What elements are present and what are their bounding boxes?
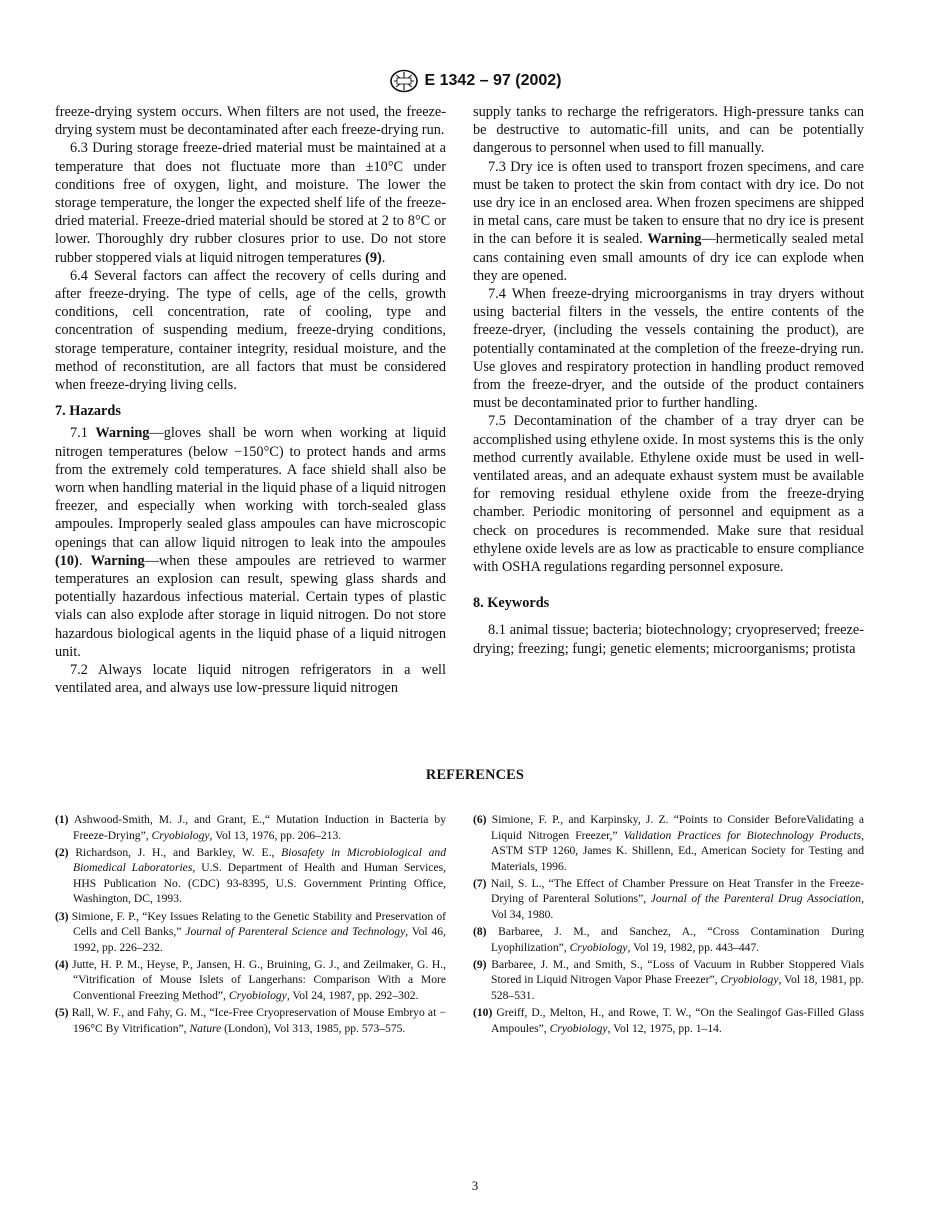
warning-label: Warning <box>647 231 702 248</box>
warning-label: Warning <box>95 425 150 442</box>
left-column <box>55 103 446 698</box>
references-right-column <box>473 812 864 1038</box>
paragraph-7-5: 7.5 Decontamination of the chamber of a tray dryer can be accomplished using ethylene oxide. In most systems this is the only method currently available. Ethylene oxide must be used in well-ventilated areas, and an adequate exhaust system must be available for removing residual ethylene oxide from the freeze-drying chamber. Periodic monitoring of personnel and equipment as a check on procedures is recommended. Make sure that residual ethylene oxide levels are as low as practicable to ensure compliance with OSHA regulations regarding personnel exposure. <box>473 413 864 576</box>
standard-designation: E 1342 – 97 (2002) <box>424 72 562 89</box>
reference-item: (4) Jutte, H. P. M., Heyse, P., Jansen, H. G., Bruining, G. J., and Zeilmaker, G. H., “Vitrification of Mouse Islets of Langerhans: Comparison With a More Conventional Freezing Method”, Cryobiology, Vol 24, 1987, pp. 292–302. <box>55 957 446 1003</box>
paragraph-8-1: 8.1 animal tissue; bacteria; biotechnology; cryopreserved; freeze-drying; freezing; fungi; genetic elements; microorganisms; protista <box>473 622 864 657</box>
reference-item: (5) Rall, W. F., and Fahy, G. M., “Ice-Free Cryopreservation of Mouse Embryo at − 196°C By Vitrification”, Nature (London), Vol 313, 1985, pp. 573–575. <box>55 1006 446 1035</box>
astm-logo-icon <box>389 69 419 93</box>
reference-item: (2) Richardson, J. H., and Barkley, W. E., Biosafety in Microbiological and Biomedical Laboratories, U.S. Department of Health and Human Services, HHS Publication No. (CDC) 93-8395, U.S. Government Printing Office, Washington, DC, 1993. <box>55 845 446 906</box>
paragraph-7-2-continued: supply tanks to recharge the refrigerators. High-pressure tanks can be destructive to automatic-fill units, and can be potentially dangerous to personnel when used to fill manually. <box>473 104 864 157</box>
reference-link: (10) <box>55 552 79 569</box>
page-number: 3 <box>471 1178 479 1193</box>
reference-item: (8) Barbaree, J. M., and Sanchez, A., “Cross Contamination During Lyophilization”, Cryobiology, Vol 19, 1982, pp. 443–447. <box>473 925 864 954</box>
reference-item: (9) Barbaree, J. M., and Smith, S., “Loss of Vacuum in Rubber Stoppered Vials Stored in Liquid Nitrogen Vapor Phase Freezer”, Cryobiology, Vol 18, 1981, pp. 528–531. <box>473 957 865 1003</box>
page-header <box>0 68 950 94</box>
reference-link: (9) <box>365 249 382 266</box>
paragraph-6-2-continued: freeze-drying system occurs. When filters are not used, the freeze-drying system must be decontaminated after each freeze-drying run. <box>55 104 446 139</box>
reference-item: (6) Simione, F. P., and Karpinsky, J. Z. “Points to Consider BeforeValidating a Liquid Nitrogen Freezer,” Validation Practices for Biotechnology Products, ASTM STP 1260, James K. Shillenn, Ed., American Society for Testing and Materials, 1996. <box>473 813 865 873</box>
reference-item: (3) Simione, F. P., “Key Issues Relating to the Genetic Stability and Preservation of Cells and Cell Banks,” Journal of Parenteral Science and Technology, Vol 46, 1992, pp. 226–232. <box>55 909 446 954</box>
references-title: REFERENCES <box>425 767 525 783</box>
paragraph-7-4: 7.4 When freeze-drying microorganisms in tray dryers without using bacterial filters in the vessels, the entire contents of the freeze-dryer, (including the vessels containing the product), are potentially contaminated at the completion of the freeze-drying run. Use gloves and respiratory protection in handling product removed from the freeze-dryer, and the outside of the product containers must be decontaminated prior to further handling. <box>473 286 864 412</box>
reference-item: (10) Greiff, D., Melton, H., and Rowe, T. W., “On the Sealingof Gas-Filled Glass Ampoules”, Cryobiology, Vol 12, 1975, pp. 1–14. <box>473 1006 864 1035</box>
section-heading-keywords: 8. Keywords <box>473 595 550 612</box>
right-column <box>473 103 864 658</box>
warning-label: Warning <box>90 552 145 569</box>
paragraph-7-2: 7.2 Always locate liquid nitrogen refrigerators in a well ventilated area, and always use low-pressure liquid nitrogen <box>55 662 446 697</box>
reference-item: (7) Nail, S. L., “The Effect of Chamber Pressure on Heat Transfer in the Freeze-Drying of Parenteral Solutions”, Journal of the Parenteral Drug Association, Vol 34, 1980. <box>473 876 864 922</box>
paragraph-7-1: 7.1 Warning—gloves shall be worn when working at liquid nitrogen temperatures (below −150°C) to protect hands and arms from the extremely cold temperatures. A face shield shall also be worn when handling material in the liquid phase of a liquid nitrogen freezer, and especially when working with torch-sealed glass ampoules. Improperly sealed glass ampoules can have microscopic openings that can allow liquid nitrogen to leak into the ampoules (10). Warning—when these ampoules are retrieved to warmer temperatures an explosion can result, spewing glass shards and potentially hazardous infectious material. Certain types of plastic vials can also explode after storage in liquid nitrogen. Do not store hazardous biological agents in the liquid phase of a liquid nitrogen unit. <box>55 425 446 660</box>
reference-item: (1) Ashwood-Smith, M. J., and Grant, E.,“ Mutation Induction in Bacteria by Freeze-Drying”, Cryobiology, Vol 13, 1976, pp. 206–213. <box>55 813 446 842</box>
paragraph-6-3: 6.3 During storage freeze-dried material must be maintained at a temperature that does not fluctuate more than ±10°C under conditions free of oxygen, light, and moisture. The lower the storage temperature, the longer the expected shelf life of the freeze-dried material. Freeze-dried material should be stored at 2 to 8°C or lower. Thoroughly dry rubber closures prior to use. Do not store rubber stoppered vials at liquid nitrogen temperatures (9). <box>55 140 446 266</box>
paragraph-7-3: 7.3 Dry ice is often used to transport frozen specimens, and care must be taken to protect the skin from contact with dry ice. Do not use dry ice in an enclosed area. When frozen specimens are shipped in metal cans, care must be taken to ensure that no dry ice is present in the can before it is sealed. Warning—hermetically sealed metal cans containing even small amounts of dry ice can explode when they are opened. <box>473 158 865 284</box>
references-left-column <box>55 812 446 1038</box>
paragraph-6-4: 6.4 Several factors can affect the recovery of cells during and after freeze-drying. The type of cells, age of the cells, growth conditions, cell concentration, rate of cooling, type and concentration of suspending medium, freeze-drying conditions, storage temperature, container integrity, residual moisture, and the method of reconstitution, are all factors that must be considered when freeze-drying living cells. <box>55 267 446 394</box>
section-heading-hazards: 7. Hazards <box>55 403 121 420</box>
